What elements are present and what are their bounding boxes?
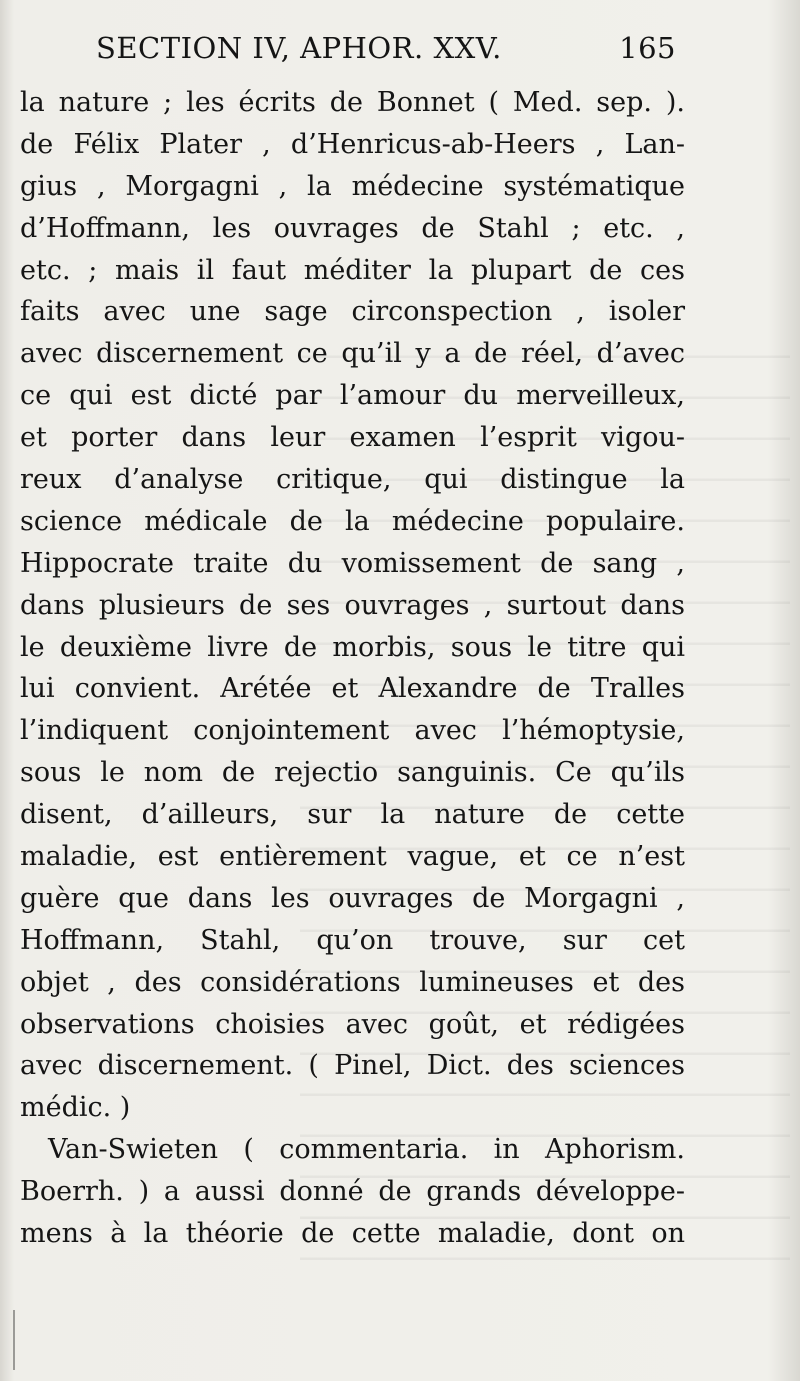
text-line-6: faits avec une sage circonspection , isoler bbox=[20, 296, 685, 328]
text-line-9: et porter dans leur examen l’esprit vigou- bbox=[20, 422, 685, 454]
text-line-26: Van-Swieten ( commentaria. in Aphorism. bbox=[48, 1134, 685, 1166]
text-line-19: maladie, est entièrement vague, et ce n’est bbox=[20, 841, 685, 873]
text-line-8: ce qui est dicté par l’amour du merveilleux, bbox=[20, 380, 685, 412]
text-line-3: gius , Morgagni , la médecine systématique bbox=[20, 170, 685, 202]
text-line-28: mens à la théorie de cette maladie, dont on bbox=[20, 1218, 685, 1250]
text-line-7: avec discernement ce qu’il y a de réel, d’avec bbox=[20, 338, 685, 370]
text-line-2: de Félix Plater , d’Henricus-ab-Heers , Lan- bbox=[20, 128, 685, 160]
text-line-16: l’indiquent conjointement avec l’hémoptysie, bbox=[20, 715, 685, 747]
text-line-23: observations choisies avec goût, et rédigées bbox=[20, 1008, 685, 1040]
text-line-18: disent, d’ailleurs, sur la nature de cette bbox=[20, 799, 685, 831]
text-line-24: avec discernement. ( Pinel, Dict. des sciences bbox=[20, 1050, 685, 1082]
text-line-1: la nature ; les écrits de Bonnet ( Med. sep. ). bbox=[20, 87, 685, 118]
page-edge-mark bbox=[13, 1310, 15, 1370]
text-line-15: lui convient. Arétée et Alexandre de Tralles bbox=[20, 673, 685, 705]
text-line-27: Boerrh. ) a aussi donné de grands développe- bbox=[20, 1176, 685, 1208]
text-line-11: science médicale de la médecine populaire. bbox=[20, 505, 685, 537]
body-text bbox=[20, 82, 685, 1255]
text-line-25: médic. ) bbox=[20, 1092, 131, 1124]
page-number: 165 bbox=[619, 31, 676, 65]
text-line-12: Hippocrate traite du vomissement de sang , bbox=[20, 547, 685, 579]
text-line-5: etc. ; mais il faut méditer la plupart de ces bbox=[20, 254, 685, 286]
text-line-10: reux d’analyse critique, qui distingue la bbox=[20, 464, 685, 496]
text-line-22: objet , des considérations lumineuses et des bbox=[20, 966, 685, 998]
text-line-4: d’Hoffmann, les ouvrages de Stahl ; etc. , bbox=[20, 212, 685, 244]
text-line-17: sous le nom de rejectio sanguinis. Ce qu’ils bbox=[20, 757, 685, 789]
text-line-13: dans plusieurs de ses ouvrages , surtout dans bbox=[20, 589, 685, 621]
running-header-title: SECTION IV, APHOR. XXV. bbox=[96, 31, 502, 65]
running-header bbox=[96, 31, 676, 75]
text-line-20: guère que dans les ouvrages de Morgagni , bbox=[20, 882, 685, 914]
text-line-14: le deuxième livre de morbis, sous le titre qui bbox=[20, 631, 685, 663]
text-line-21: Hoffmann, Stahl, qu’on trouve, sur cet bbox=[20, 924, 685, 956]
